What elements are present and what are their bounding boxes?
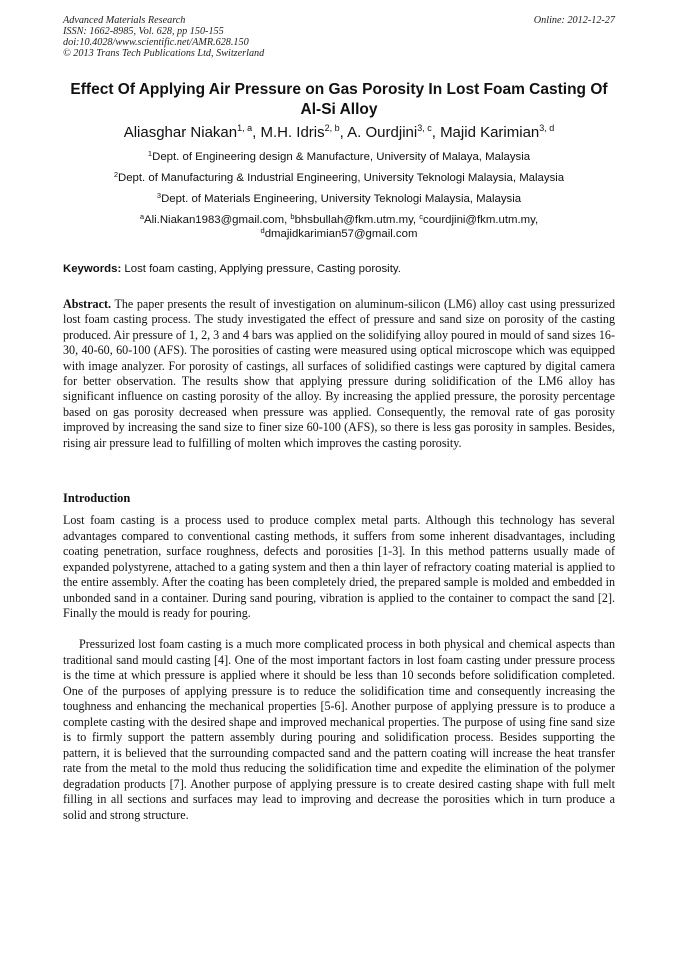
author-superscript: 3, c: [417, 123, 432, 133]
affiliation-text: Dept. of Materials Engineering, University Teknologi Malaysia, Malaysia: [161, 193, 522, 205]
journal-header: [63, 15, 264, 59]
email-address: dmajidkarimian57@gmail.com: [264, 228, 418, 240]
email-superscript: c: [419, 212, 424, 221]
section-heading-introduction: Introduction: [63, 491, 131, 505]
body-paragraph: Pressurized lost foam casting is a much more complicated process in both physical and chemical aspects than traditional sand mould casting [4]. One of the most important factors in lost foam casting under pressure process is the time at which pressure is applied where it should be less than 10 seconds before solidification completed. One of the purposes of applying pressure is to reduce the solidification time and consequently increasing the toughness and enhancing the mechanical properties [5-6]. Another purpose of applying pressure is to produce a complete casting with the desired shape and improved mechanical properties. The purpose of using fine sand size is to firmly support the pattern assembly during pouring and solidification process. Besides supporting the pattern, it is believed that the surrounding compacted sand and the pattern coating will increase the heat transfer rate from the metal to the mold thus reducing the solidification time and expedite the elimination of the polymer degradation products [7]. Another purpose of applying pressure is to create desired casting shape with full melt filling in all sections and surfaces may lead to improving and decrease the porosities which in turn produce a solid and strong structure.: [63, 637, 615, 822]
author-superscript: 2, b: [324, 123, 340, 133]
author-separator: ,: [252, 124, 261, 141]
abstract: [63, 297, 615, 451]
email-superscript: b: [290, 212, 295, 221]
keywords-label: Keywords:: [63, 263, 122, 275]
keywords-line: [63, 262, 615, 276]
journal-copyright: © 2013 Trans Tech Publications Ltd, Switzerland: [63, 48, 265, 59]
author-name: Aliasghar Niakan: [123, 124, 238, 141]
author-list: [63, 123, 615, 143]
affiliation-text: Dept. of Engineering design & Manufacture, University of Malaya, Malaysia: [152, 151, 531, 163]
affiliation: [63, 171, 615, 185]
email-superscript: a: [139, 212, 144, 221]
author-name: Majid Karimian: [440, 124, 540, 141]
keywords-text: Lost foam casting, Applying pressure, Casting porosity.: [124, 263, 401, 275]
affiliation-text: Dept. of Manufacturing & Industrial Engineering, University Teknologi Malaysia, Malaysia: [118, 172, 565, 184]
author-separator: ,: [339, 124, 348, 141]
author-name: M.H. Idris: [260, 124, 325, 141]
author-emails: [63, 213, 615, 241]
abstract-text: The paper presents the result of investigation on aluminum-silicon (LM6) alloy cast using pressurized lost foam casting process. The study investigated the effect of pressure and sand size on porosity of the casting produced. Air pressure of 1, 2, 3 and 4 bars was applied on the solidifying alloy poured in mould of sand sizes 16-30, 40-60, 60-100 (AFS). The porosities of casting were measured using optical microscope which was equipped with image analyzer. For porosity of castings, all surfaces of solidified castings were captured by digital camera for better observation. The results show that applying pressure during solidification of the LM6 alloy has significant influence on casting porosity of the alloy. By increasing the applied pressure, the porosity percentage based on gas porosity decreased when pressure was applied. Consequently, the removal rate of gas porosity improved by increasing the sand size to finer size 60-100 (AFS), so there is less gas porosity in samples. Besides, rising air pressure lead to fulfilling of molten which improves the casting porosity.: [63, 297, 616, 450]
affiliation-number: 1: [147, 149, 153, 158]
email-superscript: d: [260, 226, 265, 235]
author-separator: ,: [431, 124, 441, 141]
body-paragraph: Lost foam casting is a process used to produce complex metal parts. Although this technology has several advantages compared to conventional casting methods, it suffers from some inherent disadvantages, including coating penetration, surface roughness, defects and porosities [1-3]. In this method patterns usually made of expanded polystyrene, attached to a gating system and then a thin layer of refractory coating material is applied to the entire assembly. After the coating has been completely dried, the prepared sample is molded and embedded in unbonded sand in a container. During sand pouring, vibration is applied to the container to compact the sand [2]. Finally the mould is ready for pouring.: [63, 513, 615, 620]
journal-issn: ISSN: 1662-8985, Vol. 628, pp 150-155: [63, 26, 224, 37]
email-address: courdjini@fkm.utm.my,: [423, 214, 539, 226]
email-address: Ali.Niakan1983@gmail.com,: [144, 214, 291, 226]
affiliation: [63, 192, 615, 206]
affiliation-number: 3: [156, 191, 162, 200]
journal-name: Advanced Materials Research: [63, 15, 186, 26]
affiliation: [63, 150, 615, 164]
author-superscript: 1, a: [237, 123, 253, 133]
online-date: Online: 2012-12-27: [533, 15, 615, 26]
paper-title: Effect Of Applying Air Pressure on Gas Porosity In Lost Foam Casting Of Al-Si Alloy: [70, 81, 608, 118]
email-address: bhsbullah@fkm.utm.my,: [294, 214, 420, 226]
affiliation-number: 2: [113, 170, 118, 179]
journal-doi: doi:10.4028/www.scientific.net/AMR.628.150: [63, 37, 249, 48]
abstract-label: Abstract.: [63, 297, 112, 311]
author-name: A. Ourdjini: [347, 124, 418, 141]
author-superscript: 3, d: [539, 123, 555, 133]
